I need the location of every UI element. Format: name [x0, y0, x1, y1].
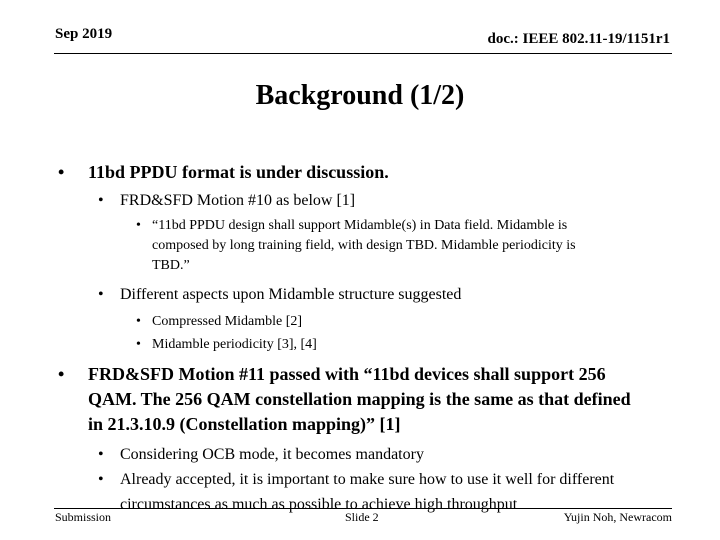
footer-rule [54, 508, 672, 509]
bullet-level3 [58, 216, 592, 276]
bullet-level2 [58, 467, 630, 517]
header-rule [54, 53, 672, 54]
bullet-level2 [58, 282, 680, 307]
bullet-dot-icon: • [136, 337, 141, 352]
bullet-text: Compressed Midamble [2] [152, 314, 303, 329]
bullet-dot-icon: • [98, 446, 104, 463]
bullet-text: Already accepted, it is important to make sure how to use it well for different circumstances as much as possible to achieve high throughput [120, 471, 615, 513]
slide-title: Background (1/2) [255, 80, 465, 111]
bullet-dot-icon: • [58, 162, 65, 182]
bullet-dot-icon: • [98, 192, 104, 209]
bullet-text: FRD&SFD Motion #11 passed with “11bd devices shall support 256 QAM. The 256 QAM constellation mapping is the same as that defined in 21.3.10.9 (Constellation mapping)” [1] [88, 364, 631, 434]
footer-submission: Submission [55, 510, 112, 524]
bullet-level1 [58, 160, 680, 185]
bullet-dot-icon: • [136, 218, 141, 233]
bullet-text: Considering OCB mode, it becomes mandatory [120, 446, 424, 463]
bullet-level2 [58, 442, 680, 467]
header-date: Sep 2019 [55, 26, 113, 42]
bullet-text: “11bd PPDU design shall support Midamble(s) in Data field. Midamble is composed by long training field, with design TBD. Midamble periodicity is TBD.” [152, 218, 576, 273]
bullet-text: Midamble periodicity [3], [4] [152, 337, 317, 352]
bullet-level3 [58, 333, 680, 356]
bullet-level3 [58, 310, 680, 333]
bullet-text: 11bd PPDU format is under discussion. [88, 162, 389, 182]
bullet-dot-icon: • [98, 286, 104, 303]
slide-content [58, 160, 680, 517]
bullet-dot-icon: • [98, 471, 104, 488]
bullet-text: FRD&SFD Motion #10 as below [1] [120, 192, 356, 209]
bullet-level2 [58, 188, 680, 213]
bullet-dot-icon: • [136, 314, 141, 329]
footer-author: Yujin Noh, Newracom [563, 510, 672, 524]
header-doc-id: doc.: IEEE 802.11-19/1151r1 [487, 31, 670, 47]
bullet-dot-icon: • [58, 364, 65, 384]
bullet-text: Different aspects upon Midamble structure suggested [120, 286, 462, 303]
bullet-level1 [58, 362, 648, 437]
footer-slide-number: Slide 2 [345, 510, 379, 524]
